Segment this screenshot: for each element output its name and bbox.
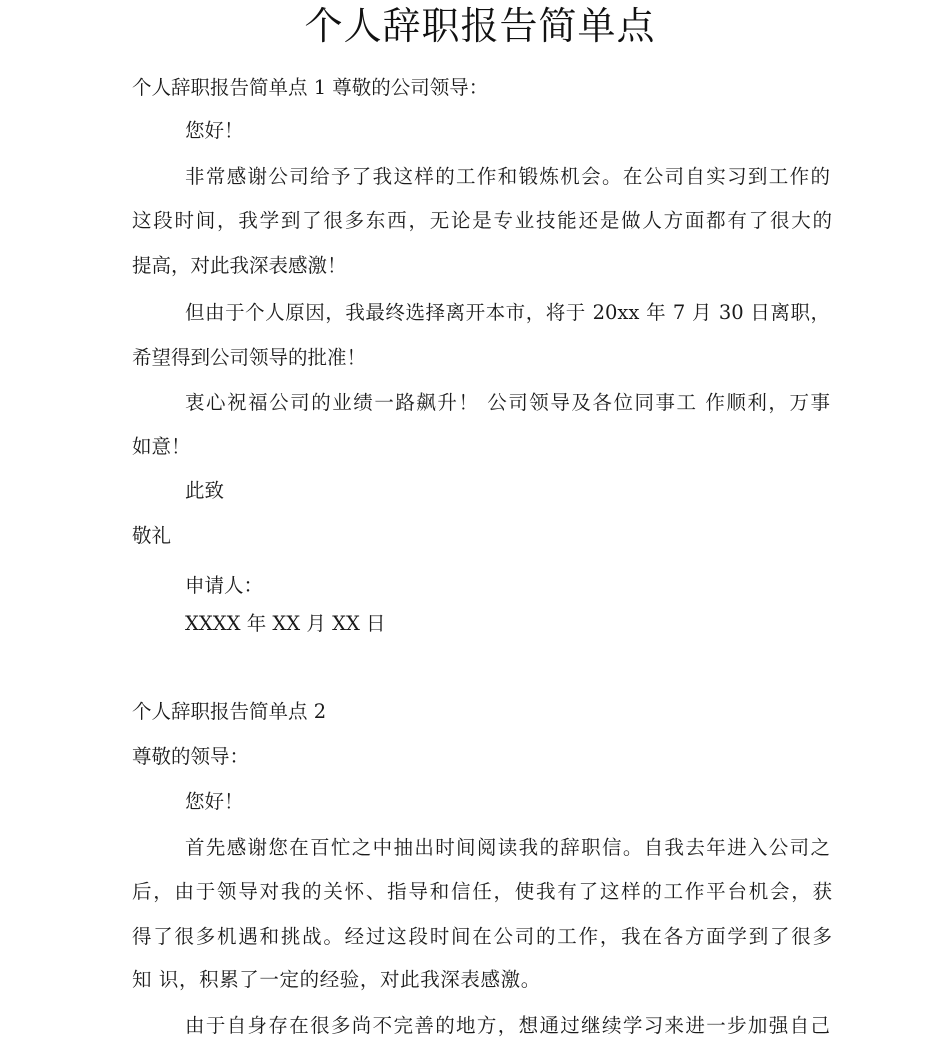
letter1-paragraph2-line2: 希望得到公司领导的批准！ xyxy=(132,346,367,369)
letter1-date: XXXX 年 XX 月 XX 日 xyxy=(185,612,386,635)
letter1-paragraph1-line1: 非常感谢公司给予了我这样的工作和锻炼机会。在公司自实习到工作的 xyxy=(185,165,830,188)
letter1-greeting: 您好！ xyxy=(185,119,244,142)
letter1-paragraph1-line3: 提高，对此我深表感激！ xyxy=(132,254,347,277)
letter2-paragraph1-line1: 首先感谢您在百忙之中抽出时间阅读我的辞职信。自我去年进入公司之 xyxy=(185,836,830,859)
letter2-heading: 个人辞职报告简单点 2 xyxy=(132,700,327,723)
letter2-salutation: 尊敬的领导： xyxy=(132,745,250,768)
document-title: 个人辞职报告简单点 xyxy=(304,4,656,48)
letter1-paragraph3-line2: 如意！ xyxy=(132,435,191,458)
letter1-paragraph1-line2: 这段时间，我学到了很多东西，无论是专业技能还是做人方面都有了很大的 xyxy=(132,209,832,232)
letter2-paragraph1-line4: 知 识，积累了一定的经验，对此我深表感激。 xyxy=(132,968,541,991)
letter2-paragraph2-line1: 由于自身存在很多尚不完善的地方，想通过继续学习来进一步加强自己 xyxy=(185,1014,830,1037)
letter1-closing-cizhi: 此致 xyxy=(185,479,225,502)
letter2-greeting: 您好！ xyxy=(185,790,244,813)
letter1-applicant-label: 申请人： xyxy=(185,574,264,597)
letter1-heading: 个人辞职报告简单点 1 尊敬的公司领导： xyxy=(132,76,489,99)
letter1-paragraph3-line1: 衷心祝福公司的业绩一路飙升！ 公司领导及各位同事工 作顺利，万事 xyxy=(185,391,830,414)
letter1-closing-jingli: 敬礼 xyxy=(132,524,172,547)
letter2-paragraph1-line2: 后，由于领导对我的关怀、指导和信任，使我有了这样的工作平台机会，获 xyxy=(132,880,832,903)
letter1-paragraph2-line1: 但由于个人原因，我最终选择离开本市，将于 20xx 年 7 月 30 日离职， xyxy=(185,301,830,324)
letter2-paragraph1-line3: 得了很多机遇和挑战。经过这段时间在公司的工作，我在各方面学到了很多 xyxy=(132,925,832,948)
